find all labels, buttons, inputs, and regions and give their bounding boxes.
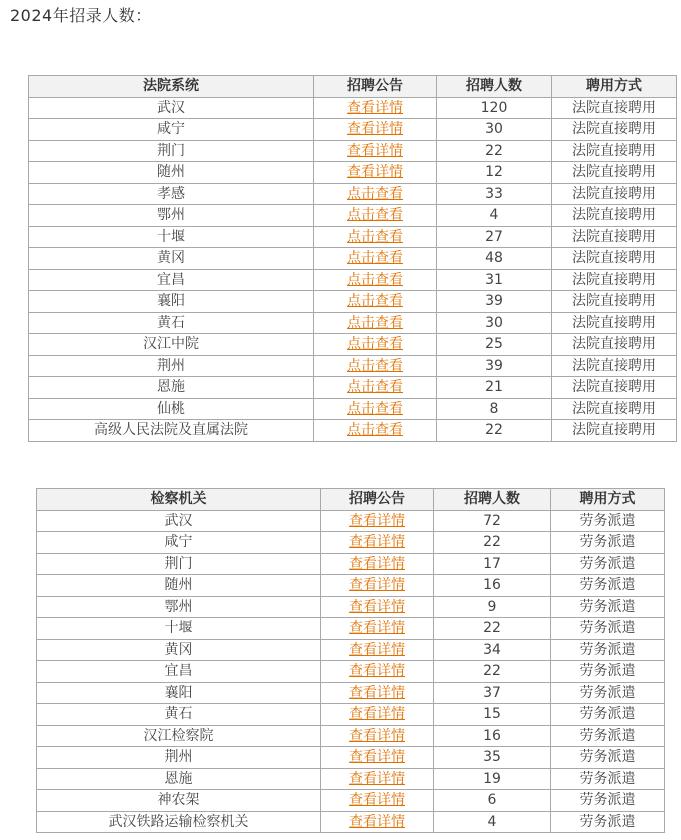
announcement-link-cell	[321, 575, 434, 597]
table-row	[29, 205, 677, 227]
announcement-link[interactable]: 查看详情	[349, 598, 405, 615]
recruit-count-cell: 19	[434, 768, 551, 790]
announcement-link-cell	[321, 704, 434, 726]
announcement-link[interactable]: 查看详情	[347, 164, 403, 181]
announcement-link-cell	[314, 291, 437, 313]
announcement-link[interactable]: 点击查看	[347, 185, 403, 202]
procuratorate-name-cell: 荆州	[37, 747, 321, 769]
court-name-cell: 黄冈	[29, 248, 314, 270]
court-name-cell: 荆门	[29, 140, 314, 162]
column-header-announcement: 招聘公告	[321, 489, 434, 511]
recruit-count-cell: 15	[434, 704, 551, 726]
court-table	[28, 75, 677, 442]
announcement-link[interactable]: 点击查看	[347, 250, 403, 267]
recruit-count-cell: 16	[434, 725, 551, 747]
announcement-link[interactable]: 查看详情	[349, 512, 405, 529]
procuratorate-name-cell: 武汉铁路运输检察机关	[37, 811, 321, 833]
court-name-cell: 鄂州	[29, 205, 314, 227]
court-name-cell: 荆州	[29, 355, 314, 377]
announcement-link-cell	[321, 768, 434, 790]
announcement-link[interactable]: 点击查看	[347, 379, 403, 396]
recruit-count-cell: 22	[437, 140, 552, 162]
announcement-link-cell	[314, 119, 437, 141]
announcement-link-cell	[314, 205, 437, 227]
employment-type-cell: 法院直接聘用	[552, 377, 677, 399]
recruit-count-cell: 48	[437, 248, 552, 270]
recruit-count-cell: 30	[437, 312, 552, 334]
announcement-link[interactable]: 点击查看	[347, 400, 403, 417]
announcement-link[interactable]: 查看详情	[349, 620, 405, 637]
court-name-cell: 仙桃	[29, 398, 314, 420]
column-header-recruit-count: 招聘人数	[434, 489, 551, 511]
employment-type-cell: 法院直接聘用	[552, 269, 677, 291]
procuratorate-name-cell: 汉江检察院	[37, 725, 321, 747]
employment-type-cell: 劳务派遣	[551, 510, 665, 532]
announcement-link[interactable]: 查看详情	[349, 792, 405, 809]
employment-type-cell: 劳务派遣	[551, 768, 665, 790]
employment-type-cell: 法院直接聘用	[552, 355, 677, 377]
announcement-link[interactable]: 查看详情	[347, 99, 403, 116]
procuratorate-table-header-row	[37, 489, 665, 511]
announcement-link-cell	[321, 618, 434, 640]
court-name-cell: 恩施	[29, 377, 314, 399]
employment-type-cell: 法院直接聘用	[552, 291, 677, 313]
announcement-link[interactable]: 查看详情	[349, 770, 405, 787]
column-header-employment-type: 聘用方式	[552, 76, 677, 98]
table-row	[37, 618, 665, 640]
announcement-link[interactable]: 查看详情	[349, 663, 405, 680]
recruit-count-cell: 8	[437, 398, 552, 420]
recruit-count-cell: 17	[434, 553, 551, 575]
employment-type-cell: 劳务派遣	[551, 575, 665, 597]
announcement-link[interactable]: 查看详情	[347, 142, 403, 159]
recruit-count-cell: 72	[434, 510, 551, 532]
table-row	[37, 704, 665, 726]
procuratorate-name-cell: 襄阳	[37, 682, 321, 704]
recruit-count-cell: 33	[437, 183, 552, 205]
employment-type-cell: 法院直接聘用	[552, 140, 677, 162]
procuratorate-table	[36, 488, 665, 833]
table-row	[37, 510, 665, 532]
announcement-link-cell	[314, 248, 437, 270]
employment-type-cell: 法院直接聘用	[552, 226, 677, 248]
recruit-count-cell: 31	[437, 269, 552, 291]
recruit-count-cell: 22	[434, 532, 551, 554]
table-row	[37, 682, 665, 704]
court-name-cell: 十堰	[29, 226, 314, 248]
court-name-cell: 随州	[29, 162, 314, 184]
table-row	[29, 248, 677, 270]
announcement-link-cell	[314, 420, 437, 442]
announcement-link-cell	[314, 355, 437, 377]
announcement-link-cell	[321, 747, 434, 769]
announcement-link-cell	[314, 312, 437, 334]
employment-type-cell: 法院直接聘用	[552, 119, 677, 141]
recruit-count-cell: 21	[437, 377, 552, 399]
table-row	[29, 291, 677, 313]
court-name-cell: 孝感	[29, 183, 314, 205]
column-header-announcement: 招聘公告	[314, 76, 437, 98]
recruit-count-cell: 9	[434, 596, 551, 618]
table-row	[29, 312, 677, 334]
employment-type-cell: 法院直接聘用	[552, 312, 677, 334]
announcement-link[interactable]: 查看详情	[349, 684, 405, 701]
recruit-count-cell: 34	[434, 639, 551, 661]
recruit-count-cell: 27	[437, 226, 552, 248]
table-row	[37, 596, 665, 618]
announcement-link[interactable]: 点击查看	[347, 336, 403, 353]
employment-type-cell: 劳务派遣	[551, 618, 665, 640]
announcement-link-cell	[321, 639, 434, 661]
recruit-count-cell: 30	[437, 119, 552, 141]
announcement-link-cell	[321, 596, 434, 618]
table-row	[29, 334, 677, 356]
table-row	[29, 183, 677, 205]
announcement-link-cell	[321, 790, 434, 812]
column-header-recruit-count: 招聘人数	[437, 76, 552, 98]
table-row	[37, 532, 665, 554]
recruit-count-cell: 4	[437, 205, 552, 227]
announcement-link[interactable]: 查看详情	[349, 577, 405, 594]
table-row	[29, 420, 677, 442]
court-name-cell: 高级人民法院及直属法院	[29, 420, 314, 442]
table-row	[37, 725, 665, 747]
procuratorate-name-cell: 咸宁	[37, 532, 321, 554]
procuratorate-name-cell: 宜昌	[37, 661, 321, 683]
announcement-link-cell	[321, 661, 434, 683]
announcement-link-cell	[314, 162, 437, 184]
court-table-header-row	[29, 76, 677, 98]
employment-type-cell: 法院直接聘用	[552, 398, 677, 420]
employment-type-cell: 劳务派遣	[551, 639, 665, 661]
announcement-link-cell	[314, 269, 437, 291]
recruit-count-cell: 120	[437, 97, 552, 119]
employment-type-cell: 法院直接聘用	[552, 162, 677, 184]
table-row	[37, 747, 665, 769]
employment-type-cell: 劳务派遣	[551, 532, 665, 554]
announcement-link-cell	[321, 532, 434, 554]
table-row	[29, 119, 677, 141]
court-name-cell: 咸宁	[29, 119, 314, 141]
recruit-count-cell: 39	[437, 355, 552, 377]
table-row	[37, 575, 665, 597]
announcement-link[interactable]: 查看详情	[349, 534, 405, 551]
table-row	[29, 269, 677, 291]
announcement-link[interactable]: 查看详情	[347, 121, 403, 138]
employment-type-cell: 法院直接聘用	[552, 334, 677, 356]
table-row	[29, 226, 677, 248]
procuratorate-name-cell: 十堰	[37, 618, 321, 640]
procuratorate-name-cell: 恩施	[37, 768, 321, 790]
page-heading: 2024年招录人数：	[10, 6, 152, 25]
procuratorate-name-cell: 神农架	[37, 790, 321, 812]
announcement-link-cell	[321, 725, 434, 747]
court-name-cell: 汉江中院	[29, 334, 314, 356]
employment-type-cell: 劳务派遣	[551, 682, 665, 704]
announcement-link[interactable]: 点击查看	[347, 314, 403, 331]
employment-type-cell: 劳务派遣	[551, 661, 665, 683]
table-row	[29, 398, 677, 420]
recruit-count-cell: 16	[434, 575, 551, 597]
court-name-cell: 黄石	[29, 312, 314, 334]
recruit-count-cell: 25	[437, 334, 552, 356]
column-header-court-system: 法院系统	[29, 76, 314, 98]
announcement-link[interactable]: 查看详情	[349, 727, 405, 744]
employment-type-cell: 法院直接聘用	[552, 420, 677, 442]
table-row	[29, 162, 677, 184]
announcement-link-cell	[321, 811, 434, 833]
recruit-count-cell: 6	[434, 790, 551, 812]
recruit-count-cell: 22	[437, 420, 552, 442]
table-row	[37, 639, 665, 661]
procuratorate-name-cell: 黄冈	[37, 639, 321, 661]
employment-type-cell: 劳务派遣	[551, 596, 665, 618]
procuratorate-name-cell: 随州	[37, 575, 321, 597]
table-row	[29, 140, 677, 162]
table-row	[37, 768, 665, 790]
table-row	[29, 97, 677, 119]
announcement-link[interactable]: 点击查看	[347, 228, 403, 245]
employment-type-cell: 法院直接聘用	[552, 248, 677, 270]
table-row	[29, 377, 677, 399]
recruit-count-cell: 35	[434, 747, 551, 769]
court-table-body	[29, 97, 677, 441]
recruit-count-cell: 4	[434, 811, 551, 833]
employment-type-cell: 劳务派遣	[551, 725, 665, 747]
table-row	[37, 661, 665, 683]
column-header-procuratorate: 检察机关	[37, 489, 321, 511]
employment-type-cell: 法院直接聘用	[552, 205, 677, 227]
announcement-link[interactable]: 点击查看	[347, 271, 403, 288]
recruit-count-cell: 22	[434, 661, 551, 683]
employment-type-cell: 劳务派遣	[551, 704, 665, 726]
procuratorate-name-cell: 荆门	[37, 553, 321, 575]
table-row	[37, 811, 665, 833]
announcement-link-cell	[314, 97, 437, 119]
procuratorate-name-cell: 鄂州	[37, 596, 321, 618]
announcement-link[interactable]: 点击查看	[347, 207, 403, 224]
table-row	[37, 790, 665, 812]
announcement-link-cell	[314, 334, 437, 356]
announcement-link-cell	[321, 682, 434, 704]
announcement-link[interactable]: 查看详情	[349, 706, 405, 723]
procuratorate-name-cell: 武汉	[37, 510, 321, 532]
procuratorate-name-cell: 黄石	[37, 704, 321, 726]
announcement-link-cell	[314, 377, 437, 399]
announcement-link[interactable]: 点击查看	[347, 293, 403, 310]
table-row	[29, 355, 677, 377]
court-name-cell: 武汉	[29, 97, 314, 119]
announcement-link[interactable]: 查看详情	[349, 749, 405, 766]
recruit-count-cell: 39	[437, 291, 552, 313]
announcement-link[interactable]: 点击查看	[347, 422, 403, 439]
announcement-link-cell	[314, 183, 437, 205]
column-header-employment-type: 聘用方式	[551, 489, 665, 511]
announcement-link-cell	[321, 510, 434, 532]
recruit-count-cell: 37	[434, 682, 551, 704]
announcement-link[interactable]: 查看详情	[349, 555, 405, 572]
announcement-link[interactable]: 查看详情	[349, 813, 405, 830]
announcement-link-cell	[314, 226, 437, 248]
employment-type-cell: 法院直接聘用	[552, 97, 677, 119]
employment-type-cell: 劳务派遣	[551, 747, 665, 769]
announcement-link-cell	[314, 398, 437, 420]
announcement-link-cell	[321, 553, 434, 575]
court-name-cell: 襄阳	[29, 291, 314, 313]
employment-type-cell: 法院直接聘用	[552, 183, 677, 205]
announcement-link[interactable]: 点击查看	[347, 357, 403, 374]
recruit-count-cell: 12	[437, 162, 552, 184]
employment-type-cell: 劳务派遣	[551, 790, 665, 812]
announcement-link[interactable]: 查看详情	[349, 641, 405, 658]
table-row	[37, 553, 665, 575]
employment-type-cell: 劳务派遣	[551, 811, 665, 833]
announcement-link-cell	[314, 140, 437, 162]
court-name-cell: 宜昌	[29, 269, 314, 291]
procuratorate-table-body	[37, 510, 665, 833]
employment-type-cell: 劳务派遣	[551, 553, 665, 575]
recruit-count-cell: 22	[434, 618, 551, 640]
